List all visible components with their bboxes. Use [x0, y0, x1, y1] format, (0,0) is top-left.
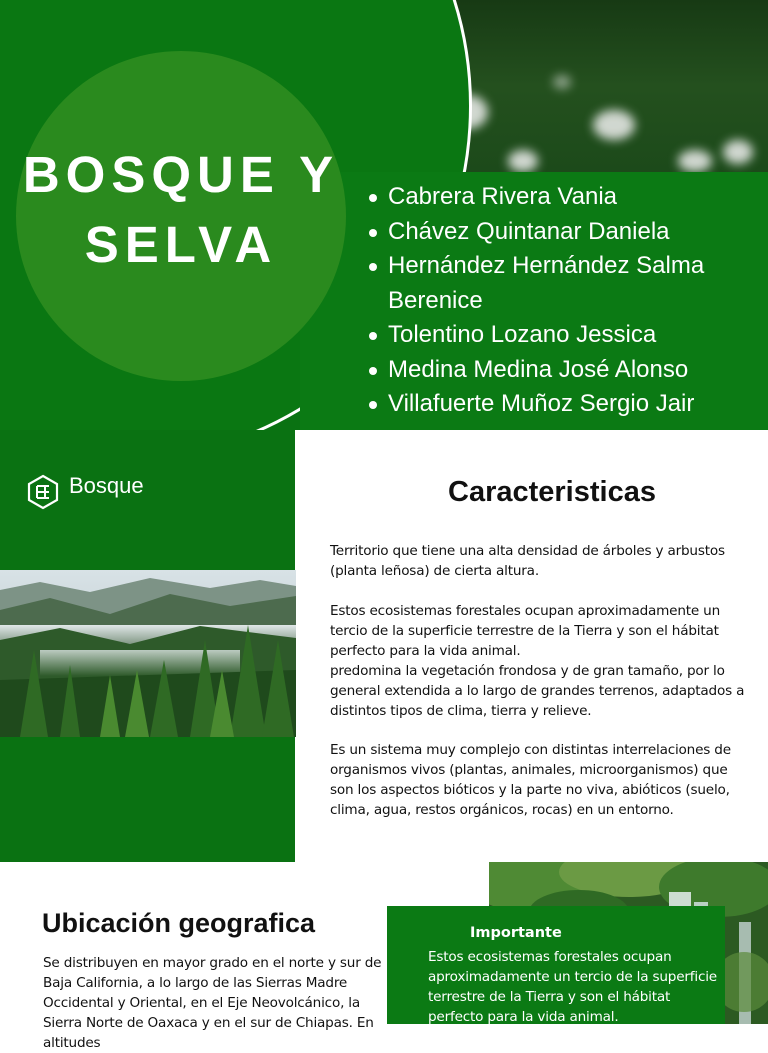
important-text: Estos ecosistemas forestales ocupan aproximadamente un tercio de la superficie terrestre de la Tierra y son el hábitat perfecto para la vida animal. — [428, 949, 717, 1025]
characteristics-paragraph-part: predomina la vegetación frondosa y de gran tamaño, por lo general extendida a lo largo de grandes terrenos, adaptados a distintos tipos de clima, tierra y relieve. — [330, 663, 745, 719]
members-list — [362, 180, 762, 422]
characteristics-paragraph-part: Estos ecosistemas forestales ocupan aproximadamente un tercio de la superficie terrestre de la Tierra y son el hábitat perfecto para la vida animal. — [330, 603, 720, 659]
section-label: Bosque — [69, 473, 144, 498]
forest-photo — [0, 570, 296, 737]
member-item: Villafuerte Muñoz Sergio Jair — [362, 387, 762, 422]
member-item: Chávez Quintanar Daniela — [362, 215, 762, 250]
hexagon-logo-icon — [26, 474, 60, 510]
page-title: BOSQUE Y SELVA — [22, 146, 340, 273]
member-item: Hernández Hernández Salma Berenice — [362, 249, 762, 318]
location-title: Ubicación geografica — [42, 908, 316, 938]
location-text: Se distribuyen en mayor grado en el norte y sur de Baja California, a lo largo de las Sierras Madre Occidental y Oriental, en el Eje Neovolcánico, la Sierra Norte de Oaxaca y en el sur de Chiapas. En altitudes — [43, 955, 382, 1051]
characteristics-title: Caracteristicas — [448, 476, 656, 508]
characteristics-paragraph: Es un sistema muy complejo con distintas interrelaciones de organismos vivos (plantas, animales, microorganismos) que son los aspectos bióticos y la parte no viva, abióticos (suelo, clima, agua, restos orgánicos, rocas) en un entorno. — [330, 742, 731, 818]
member-item: Cabrera Rivera Vania — [362, 180, 762, 215]
member-item: Medina Medina José Alonso — [362, 353, 762, 388]
important-title: Importante — [470, 925, 562, 941]
member-item: Tolentino Lozano Jessica — [362, 318, 762, 353]
characteristics-paragraph: Territorio que tiene una alta densidad de árboles y arbustos (planta leñosa) de cierta altura. — [330, 543, 725, 579]
characteristics-paragraph — [330, 601, 750, 721]
